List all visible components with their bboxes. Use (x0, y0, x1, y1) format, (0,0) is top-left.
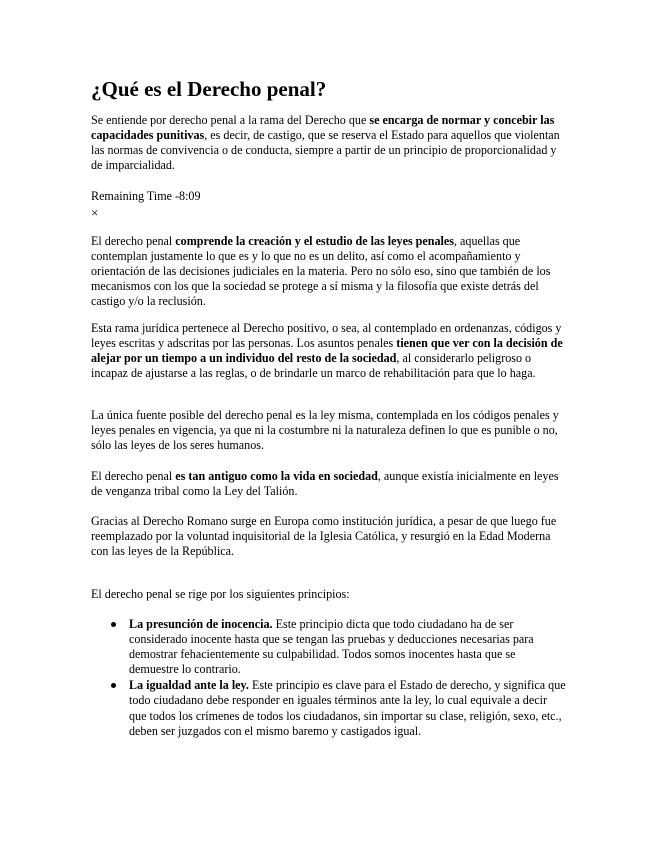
paragraph-history-emphasis: es tan antiguo como la vida en sociedad (175, 469, 378, 483)
paragraph-positive-law: Esta rama jurídica pertenece al Derecho positivo, o sea, al contemplado en ordenanzas, códigos y leyes escritas y adscritas por las personas. Los asuntos penales tienen que ver con la decisión de alejar por un tiempo a un individuo del resto de la sociedad, al considerarlo peligroso o incapaz de ajustarse a las reglas, o de brindarle un marco de rehabilitación para que lo haga. (91, 321, 563, 381)
list-item-presumption (91, 617, 567, 677)
intro-emphasis: se encarga de normar y concebir las capacidades punitivas (91, 113, 555, 143)
paragraph-definition-emphasis: comprende la creación y el estudio de las leyes penales (175, 234, 454, 248)
paragraph-roman-law: Gracias al Derecho Romano surge en Europa como institución jurídica, a pesar de que luego fue reemplazado por la voluntad inquisitorial de la Iglesia Católica, y resurgió en la Edad Moderna con las leyes de la República. (91, 514, 557, 559)
bullet-icon (111, 622, 116, 627)
principles-list (91, 617, 567, 740)
principle-text: Este principio es clave para el Estado de derecho, y significa que todo ciudadano debe responder en iguales términos ante la ley, lo cual equivale a decir que todos los crímenes de todos los ciudadanos, sin importar su clase, religión, sexo, etc., deben ser juzgados con el mismo baremo y castigados igual. (129, 678, 566, 738)
paragraph-definition: El derecho penal comprende la creación y el estudio de las leyes penales, aquellas que contemplan justamente lo que es y lo que no es un delito, así como el acompañamiento y orientación de las decisiones judiciales en la materia. Pero no sólo eso, sino que también de los mecanismos con los que la sociedad se protege a sí misma y la filosofía que existe detrás del castigo y/o la reclusión. (91, 234, 551, 309)
paragraph-source: La única fuente posible del derecho penal es la ley misma, contemplada en los códigos penales y leyes penales en vigencia, ya que ni la costumbre ni la naturaleza definen lo que es punible o no, sólo las leyes de los seres humanos. (91, 408, 559, 453)
close-icon[interactable]: × (91, 205, 99, 220)
intro-paragraph: Se entiende por derecho penal a la rama del Derecho que se encarga de normar y concebir las capacidades punitivas, es decir, de castigo, que se reserva el Estado para aquellos que violentan las normas de convivencia o de conducta, siempre a partir de un principio de proporcionalidad y de imparcialidad. (91, 113, 560, 173)
remaining-time: Remaining Time -8:09 (91, 189, 201, 203)
bullet-icon (111, 683, 116, 688)
principle-text: Este principio dicta que todo ciudadano ha de ser considerado inocente hasta que se tengan las pruebas y deducciones necesarias para demostrar fehacientemente su culpabilidad. Todos somos inocentes hasta que se demuestre lo contrario. (129, 617, 534, 677)
paragraph-history: El derecho penal es tan antiguo como la vida en sociedad, aunque existía inicialmente en leyes de venganza tribal como la Ley del Talión. (91, 469, 559, 499)
paragraph-positive-law-emphasis: tienen que ver con la decisión de alejar por un tiempo a un individuo del resto de la sociedad (91, 336, 563, 366)
page-title: ¿Qué es el Derecho penal? (91, 77, 327, 101)
principle-title: La presunción de inocencia. (129, 617, 273, 631)
principles-intro: El derecho penal se rige por los siguientes principios: (91, 587, 350, 601)
principle-title: La igualdad ante la ley. (129, 678, 249, 693)
list-item-equality (91, 678, 567, 738)
